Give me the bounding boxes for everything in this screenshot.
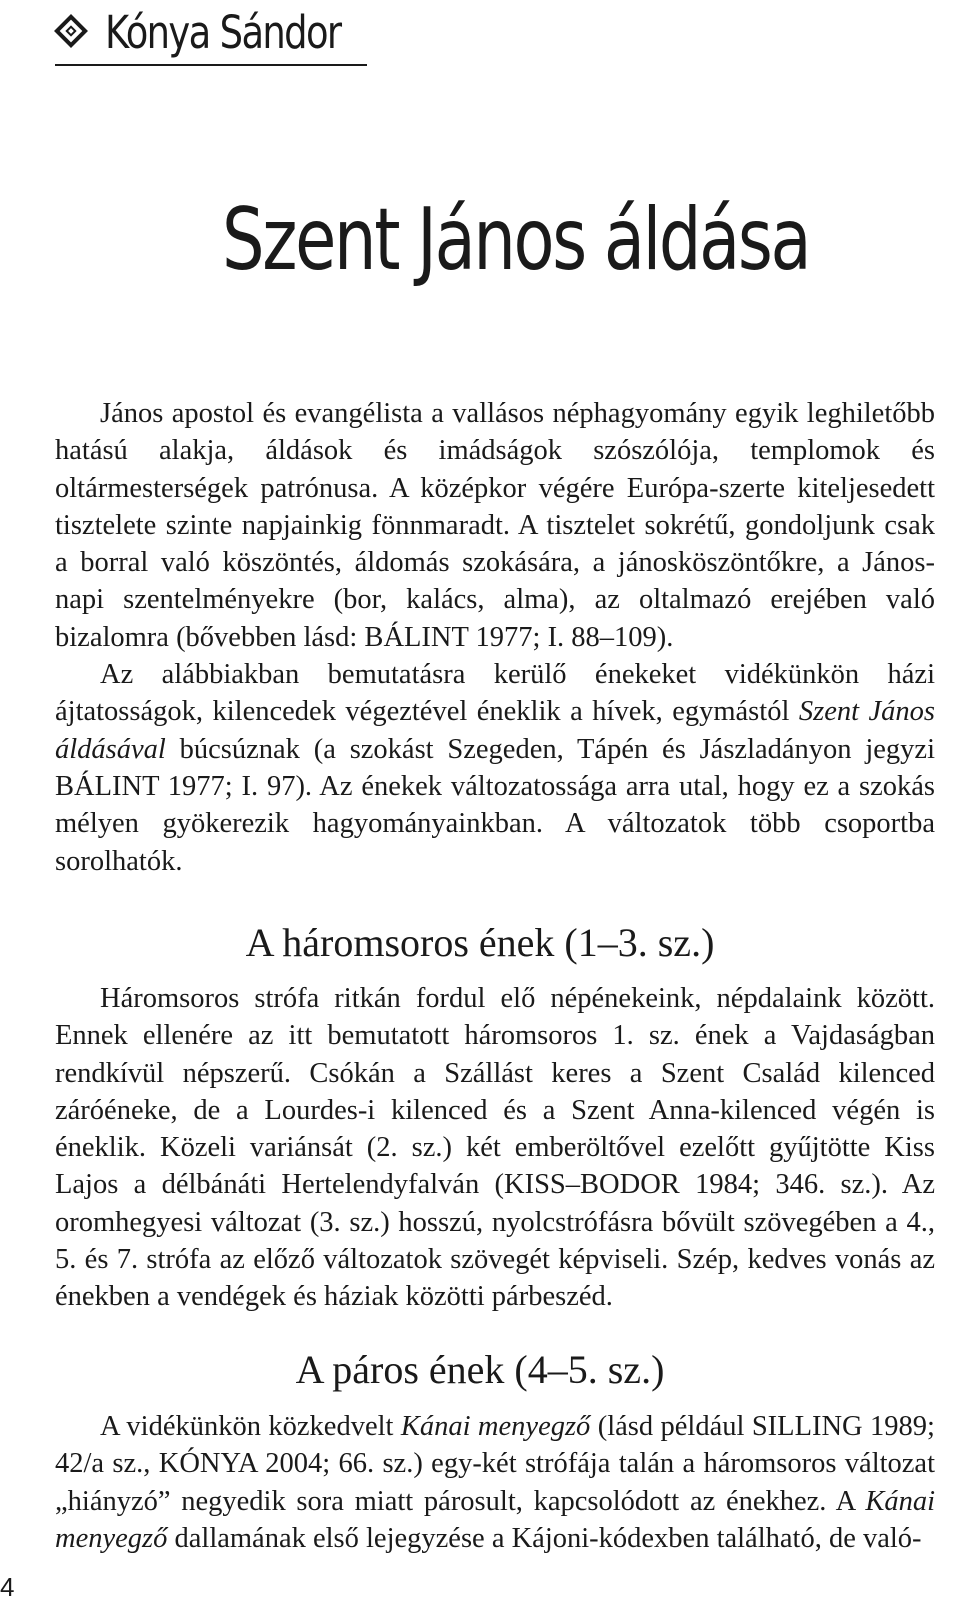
- intro-italic-phrase: Szent János áldásával: [55, 696, 936, 765]
- section-2-text-b: (lásd például SILLING 1989; 42/a sz., KÓNYA 2004; 66. sz.) egy-két strófája talán a háromsoros változat „hiányzó” negyedik sora miatt párosult, kapcsolódott az énekhez. A: [55, 1411, 935, 1517]
- section-2-paragraph: [55, 1408, 935, 1557]
- diamond-icon: [54, 14, 88, 48]
- section-2-italic-1: Kánai menyegző: [400, 1411, 591, 1442]
- intro-paragraph-2-start: Az alábbiakban bemutatásra kerülő énekeket vidékünkön házi ájtatosságok, kilencedek végeztével éneklik a hívek, egymástól: [55, 659, 935, 728]
- section-heading-1: A háromsoros ének (1–3. sz.): [245, 920, 715, 965]
- section-2-italic-2: Kánai menyegző: [55, 1485, 935, 1554]
- section-2-text: [55, 1408, 935, 1557]
- intro-paragraph-1: János apostol és evangélista a vallásos néphagyomány egyik leghiletőbb hatású alakja, áldások és imádságok szószólója, templomok és oltármesterségek patrónusa. A középkor végére Európa-szerte kiteljesedett tisztelete szinte napjainkig fönnmaradt. A tisztelet sokrétű, gondoljunk csak a borral való köszöntés, áldomás szokására, a jánosköszöntőkre, a János-napi szentelményekre (bor, kalács, alma), az oltalmazó erejében való bizalomra (bővebben lásd: BÁLINT 1977; I. 88–109).: [55, 398, 935, 653]
- section-heading-2: A páros ének (4–5. sz.): [295, 1347, 665, 1392]
- chapter-title: Szent János áldása: [222, 190, 810, 290]
- intro-text: [55, 395, 935, 880]
- section-2-text-a: A vidékünkön közkedvelt: [100, 1411, 401, 1442]
- page-number: 4: [0, 1572, 15, 1602]
- author-name: Kónya Sándor: [105, 6, 341, 59]
- intro-paragraph-2: [55, 656, 935, 880]
- intro-paragraph-2-end: búcsúznak (a szokást Szegeden, Tápén és Jászladányon jegyzi BÁLINT 1977; I. 97). Az énekek változatossága arra utal, hogy ez a szokás mélyen gyökerezik hagyományainkban. A változatok több csoportba sorolhatók.: [55, 733, 935, 877]
- running-header: [55, 2, 367, 66]
- section-2-text-c: dallamának első lejegyzése a Kájoni-kódexben található, de való-: [167, 1522, 922, 1554]
- section-1-text: [55, 980, 935, 1316]
- section-1-paragraph: Háromsoros strófa ritkán fordul elő népénekeink, népdalaink között. Ennek ellenére az itt bemutatott háromsoros 1. sz. ének a Vajdaságban rendkívül népszerű. Csókán a Szállást keres a Szent Család kilenced záróéneke, de a Lourdes-i kilenced és a Szent Anna-kilenced végén is éneklik. Közeli variánsát (2. sz.) két emberöltővel ezelőtt gyűjtötte Kiss Lajos a délbánáti Hertelendyfalván (KISS–BODOR 1984; 346. sz.). Az oromhegyesi változat (3. sz.) hosszú, nyolcstrófásra bővült szövegében a 4., 5. és 7. strófa az előző változatok szövegét képviseli. Szép, kedves vonás az énekben a vendégek és háziak közötti párbeszéd.: [55, 983, 935, 1313]
